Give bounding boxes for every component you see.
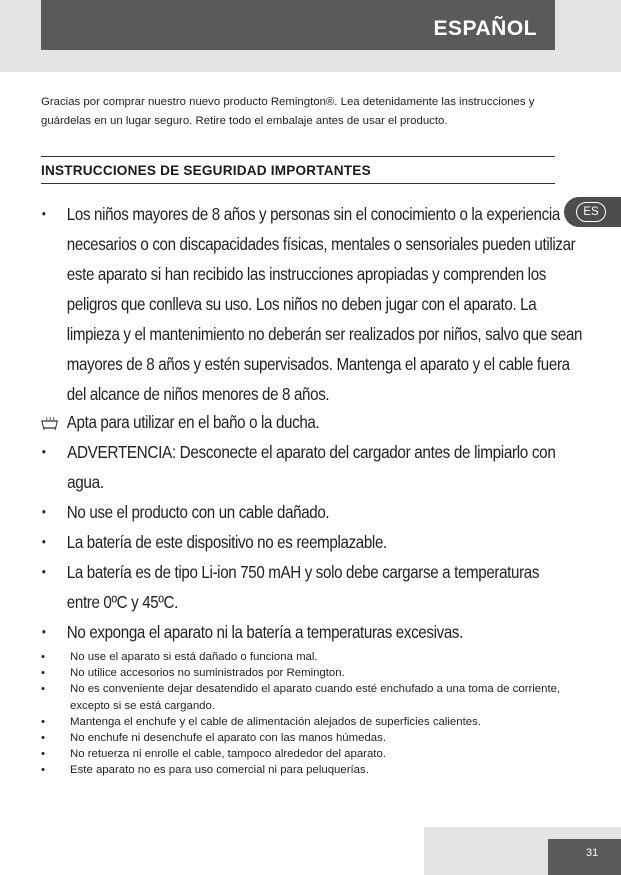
list-item xyxy=(41,557,548,617)
header-bar xyxy=(41,0,555,50)
bullet: • xyxy=(41,206,46,221)
list-item xyxy=(41,730,561,746)
list-item-text: La batería es de tipo Li-ion 750 mAH y solo debe cargarse a temperaturas entre 0ºC y 45ºC. xyxy=(66,562,540,612)
language-code: ES xyxy=(576,202,606,222)
page-number-box xyxy=(548,839,621,875)
section-rule-bottom xyxy=(41,183,555,184)
bath-shower-icon xyxy=(41,407,58,430)
list-item xyxy=(41,762,561,778)
list-item-text: No utilice accesorios no suministrados por Remington. xyxy=(70,667,345,680)
list-item xyxy=(41,437,589,497)
safety-list-small xyxy=(41,649,561,779)
bullet: • xyxy=(41,732,45,745)
bullet: • xyxy=(41,534,46,549)
bullet: • xyxy=(41,651,45,663)
list-item-text: No es conveniente dejar desatendido el aparato cuando esté enchufado a una toma de corriente, excepto si se está cargando. xyxy=(70,683,561,712)
list-item-text: ADVERTENCIA: Desconecte el aparato del cargador antes de limpiarlo con agua. xyxy=(67,442,556,492)
bullet: • xyxy=(41,764,45,777)
list-item xyxy=(41,681,561,713)
bullet: • xyxy=(41,667,45,680)
section-rule-top xyxy=(41,156,555,157)
intro-paragraph: Gracias por comprar nuestro nuevo producto Remington®. Lea detenidamente las instrucciones y guárdelas en un lugar seguro. Retire todo el embalaje antes de usar el producto. xyxy=(41,96,535,127)
list-item-text: Los niños mayores de 8 años y personas sin el conocimiento o la experiencia necesarios o con discapacidades físicas, mentales o sensoriales pueden utilizar este aparato si han recibido las instrucciones apropiadas y comprenden los peligros que conlleva su uso. Los niños no deben jugar con el aparato. La limpieza y el mantenimiento no deberán ser realizados por niños, salvo que sean mayores de 8 años y estén supervisados. Mantenga el aparato y el cable fuera del alcance de niños menores de 8 años. xyxy=(66,204,583,404)
list-item xyxy=(41,199,591,409)
list-item xyxy=(41,497,591,527)
list-item xyxy=(41,714,561,730)
list-item xyxy=(41,746,561,762)
list-item xyxy=(41,649,561,665)
list-item-text: No enchufe ni desenchufe el aparato con las manos húmedas. xyxy=(70,732,386,745)
list-item-text: Apta para utilizar en el baño o la ducha. xyxy=(66,412,320,432)
bullet: • xyxy=(41,748,45,761)
list-item-text: No use el aparato si está dañado o funciona mal. xyxy=(70,651,318,663)
list-item-text: La batería de este dispositivo no es reemplazable. xyxy=(66,532,387,552)
bullet: • xyxy=(41,683,45,696)
list-item-text: Mantenga el enchufe y el cable de alimentación alejados de superficies calientes. xyxy=(70,715,481,728)
section-title: INSTRUCCIONES DE SEGURIDAD IMPORTANTES xyxy=(41,163,371,178)
list-item-text: Este aparato no es para uso comercial ni para peluquerías. xyxy=(70,764,369,777)
list-item-text: No retuerza ni enrolle el cable, tampoco alrededor del aparato. xyxy=(70,748,386,761)
list-item xyxy=(41,617,591,647)
safety-list-large xyxy=(41,199,583,647)
list-item-text: No use el producto con un cable dañado. xyxy=(66,502,330,522)
list-item-text: No exponga el aparato ni la batería a temperaturas excesivas. xyxy=(66,622,464,642)
page-title: ESPAÑOL xyxy=(433,17,537,40)
bullet: • xyxy=(41,504,46,519)
bullet: • xyxy=(41,444,46,459)
list-item xyxy=(41,665,561,681)
bullet: • xyxy=(41,715,45,728)
list-item xyxy=(41,407,591,437)
page-number: 31 xyxy=(586,847,599,859)
bullet: • xyxy=(41,564,46,579)
bullet: • xyxy=(41,624,46,639)
list-item xyxy=(41,527,591,557)
